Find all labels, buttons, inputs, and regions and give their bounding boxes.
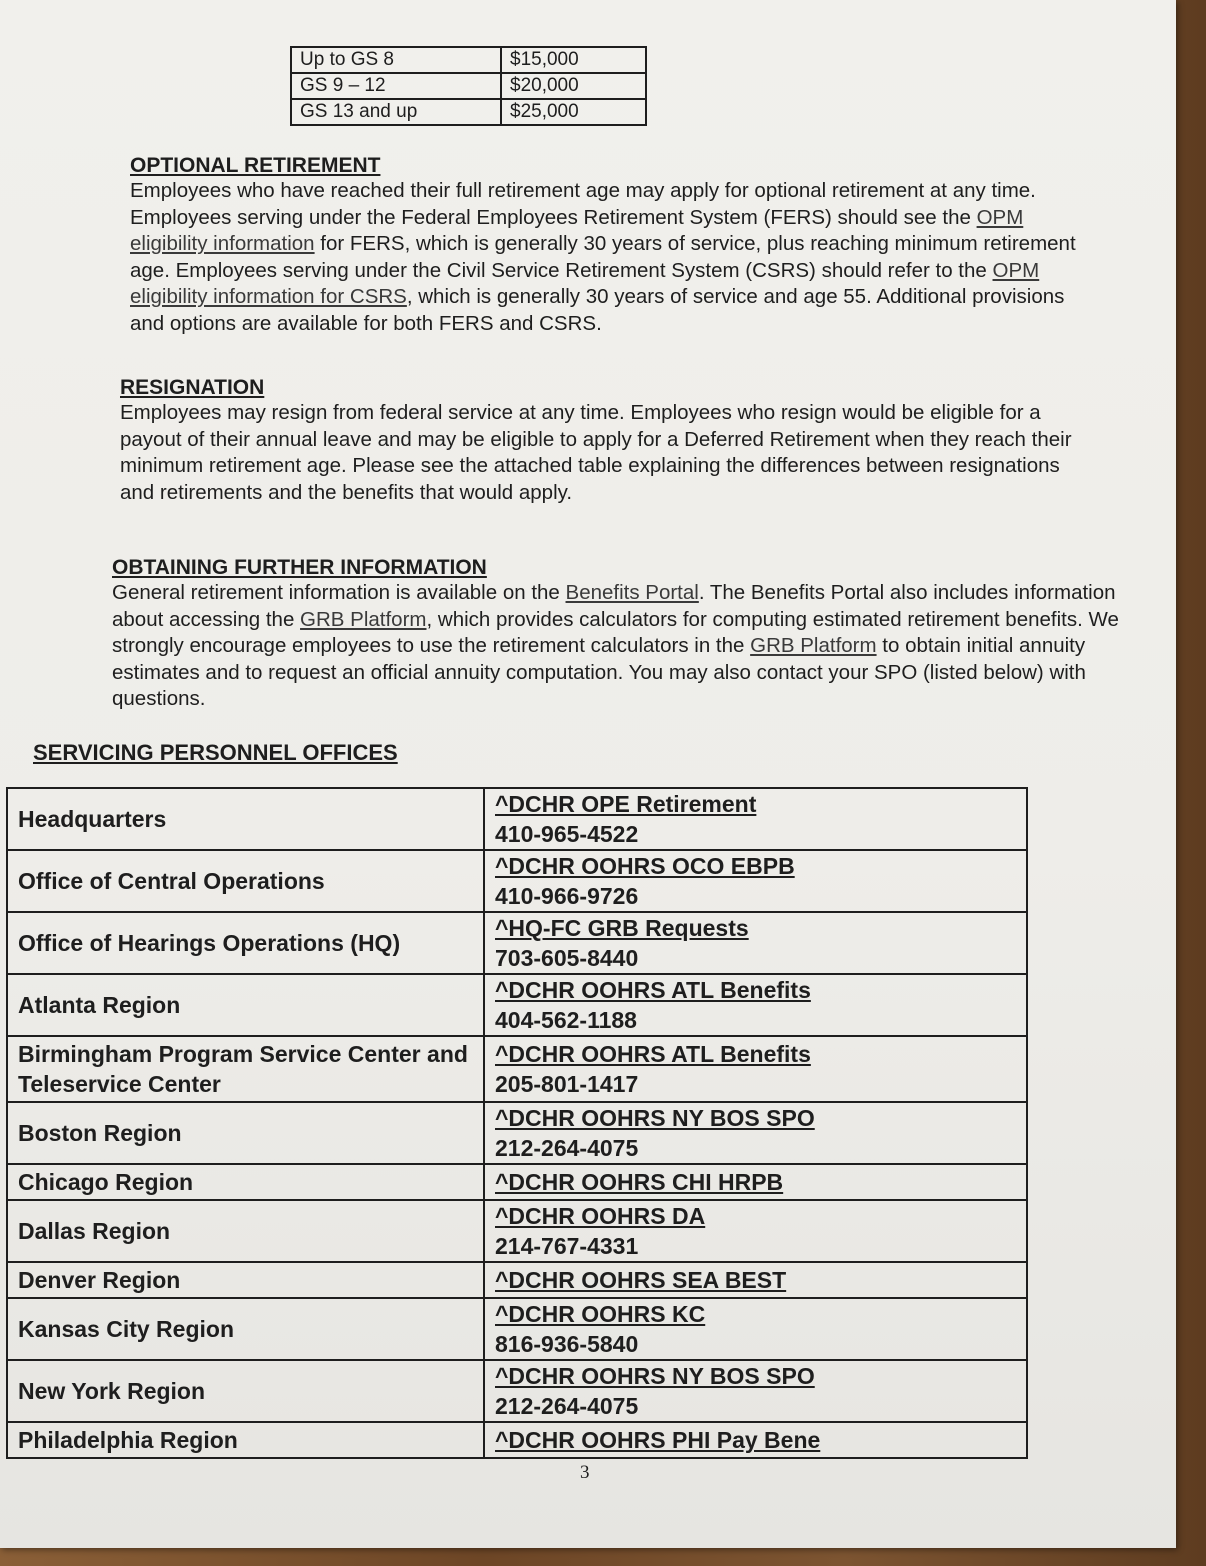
spo-row <box>7 1102 1027 1164</box>
opm-fers-eligibility-link[interactable]: OPM eligibility information <box>130 205 1024 255</box>
spo-row <box>7 788 1027 850</box>
office-contact <box>484 1164 1027 1200</box>
spo-row <box>7 974 1027 1036</box>
spo-row <box>7 912 1027 974</box>
spo-row <box>7 1360 1027 1422</box>
section-paragraph <box>130 178 1095 337</box>
spo-row <box>7 1164 1027 1200</box>
spo-table <box>6 787 1028 1459</box>
grade-cell: GS 13 and up <box>291 99 501 125</box>
paragraph-text: . The Benefits Portal also includes information about accessing the <box>112 581 1116 631</box>
benefits-portal-link[interactable]: Benefits Portal <box>565 581 699 604</box>
spo-row <box>7 1036 1027 1102</box>
table-row <box>291 47 646 73</box>
phone-number: 816-936-5840 <box>495 1331 639 1357</box>
section-heading: OBTAINING FURTHER INFORMATION <box>112 556 487 579</box>
phone-number: 703-605-8440 <box>495 945 639 971</box>
spo-row <box>7 1200 1027 1262</box>
office-contact <box>484 1102 1027 1164</box>
table-row <box>291 73 646 99</box>
section-paragraph: Employees may resign from federal service at any time. Employees who resign would be eligible for a payout of their annual leave and may be eligible to apply for a Deferred Retirement when they reach their minimum retirement age. Please see the attached table explaining the differences between resignations and retirements and the benefits that would apply. <box>120 401 1072 504</box>
mailbox-link[interactable]: ^HQ-FC GRB Requests <box>495 915 749 941</box>
mailbox-link[interactable]: ^DCHR OPE Retirement <box>495 791 757 817</box>
resignation-section <box>120 376 1095 506</box>
spo-row <box>7 1298 1027 1360</box>
office-contact <box>484 1036 1027 1102</box>
grade-cell: GS 9 – 12 <box>291 73 501 99</box>
office-name: Office of Hearings Operations (HQ) <box>7 912 484 974</box>
page-number: 3 <box>580 1462 590 1483</box>
office-name: Denver Region <box>7 1262 484 1298</box>
office-contact <box>484 850 1027 912</box>
office-name: Atlanta Region <box>7 974 484 1036</box>
section-heading: OPTIONAL RETIREMENT <box>130 154 381 177</box>
paragraph-text: , which is generally 30 years of service and age 55. Additional provisions and options are available for both FERS and CSRS. <box>130 285 1065 335</box>
table-row <box>291 99 646 125</box>
phone-number: 410-965-4522 <box>495 821 639 847</box>
grb-platform-link[interactable]: GRB Platform <box>750 634 877 657</box>
office-name: Dallas Region <box>7 1200 484 1262</box>
office-contact <box>484 1262 1027 1298</box>
phone-number: 214-767-4331 <box>495 1233 639 1259</box>
mailbox-link[interactable]: ^DCHR OOHRS PHI Pay Bene <box>495 1427 821 1453</box>
spo-heading: SERVICING PERSONNEL OFFICES <box>33 740 398 765</box>
amount-cell: $15,000 <box>501 47 646 73</box>
office-name: Boston Region <box>7 1102 484 1164</box>
office-contact <box>484 1422 1027 1458</box>
paragraph-text: General retirement information is available on the <box>112 581 566 604</box>
mailbox-link[interactable]: ^DCHR OOHRS ATL Benefits <box>495 977 811 1003</box>
spo-row <box>7 850 1027 912</box>
office-name: Office of Central Operations <box>7 850 484 912</box>
mailbox-link[interactable]: ^DCHR OOHRS CHI HRPB <box>495 1169 784 1195</box>
office-contact <box>484 974 1027 1036</box>
phone-number: 404-562-1188 <box>495 1007 637 1033</box>
mailbox-link[interactable]: ^DCHR OOHRS SEA BEST <box>495 1267 787 1293</box>
spo-row <box>7 1422 1027 1458</box>
office-name: New York Region <box>7 1360 484 1422</box>
office-name: Philadelphia Region <box>7 1422 484 1458</box>
spo-row <box>7 1262 1027 1298</box>
mailbox-link[interactable]: ^DCHR OOHRS DA <box>495 1203 706 1229</box>
office-contact <box>484 1298 1027 1360</box>
phone-number: 410-966-9726 <box>495 883 639 909</box>
office-name: Headquarters <box>7 788 484 850</box>
section-paragraph <box>112 580 1127 713</box>
phone-number: 205-801-1417 <box>495 1071 639 1097</box>
opm-csrs-eligibility-link[interactable]: OPM eligibility information for CSRS <box>130 258 1040 308</box>
office-contact <box>484 912 1027 974</box>
office-name: Birmingham Program Service Center and Teleservice Center <box>7 1036 484 1102</box>
office-contact <box>484 1200 1027 1262</box>
paragraph-text: for FERS, which is generally 30 years of service, plus reaching minimum retirement age. Employees serving under the Civil Service Retirement System (CSRS) should refer to the <box>130 232 1076 282</box>
office-name: Chicago Region <box>7 1164 484 1200</box>
phone-number: 212-264-4075 <box>495 1393 639 1419</box>
office-contact <box>484 788 1027 850</box>
amount-cell: $20,000 <box>501 73 646 99</box>
mailbox-link[interactable]: ^DCHR OOHRS KC <box>495 1301 706 1327</box>
office-name: Kansas City Region <box>7 1298 484 1360</box>
mailbox-link[interactable]: ^DCHR OOHRS ATL Benefits <box>495 1041 811 1067</box>
amount-cell: $25,000 <box>501 99 646 125</box>
paragraph-text: to obtain initial annuity estimates and to request an official annuity computation. You may also contact your SPO (listed below) with questions. <box>112 634 1086 710</box>
mailbox-link[interactable]: ^DCHR OOHRS OCO EBPB <box>495 853 795 879</box>
office-contact <box>484 1360 1027 1422</box>
paragraph-text: Employees who have reached their full retirement age may apply for optional retirement at any time. Employees serving under the Federal Employees Retirement System (FERS) should see the <box>130 179 1036 229</box>
mailbox-link[interactable]: ^DCHR OOHRS NY BOS SPO <box>495 1363 815 1389</box>
paragraph-text: , which provides calculators for computing estimated retirement benefits. We strongly encourage employees to use the retirement calculators in the <box>112 607 1119 657</box>
phone-number: 212-264-4075 <box>495 1135 639 1161</box>
section-heading: RESIGNATION <box>120 376 265 399</box>
further-information-section <box>112 556 1127 713</box>
grade-amount-table <box>290 46 647 126</box>
optional-retirement-section <box>130 154 1095 337</box>
grb-platform-link[interactable]: GRB Platform <box>300 607 427 631</box>
grade-cell: Up to GS 8 <box>291 47 501 73</box>
mailbox-link[interactable]: ^DCHR OOHRS NY BOS SPO <box>495 1105 815 1131</box>
